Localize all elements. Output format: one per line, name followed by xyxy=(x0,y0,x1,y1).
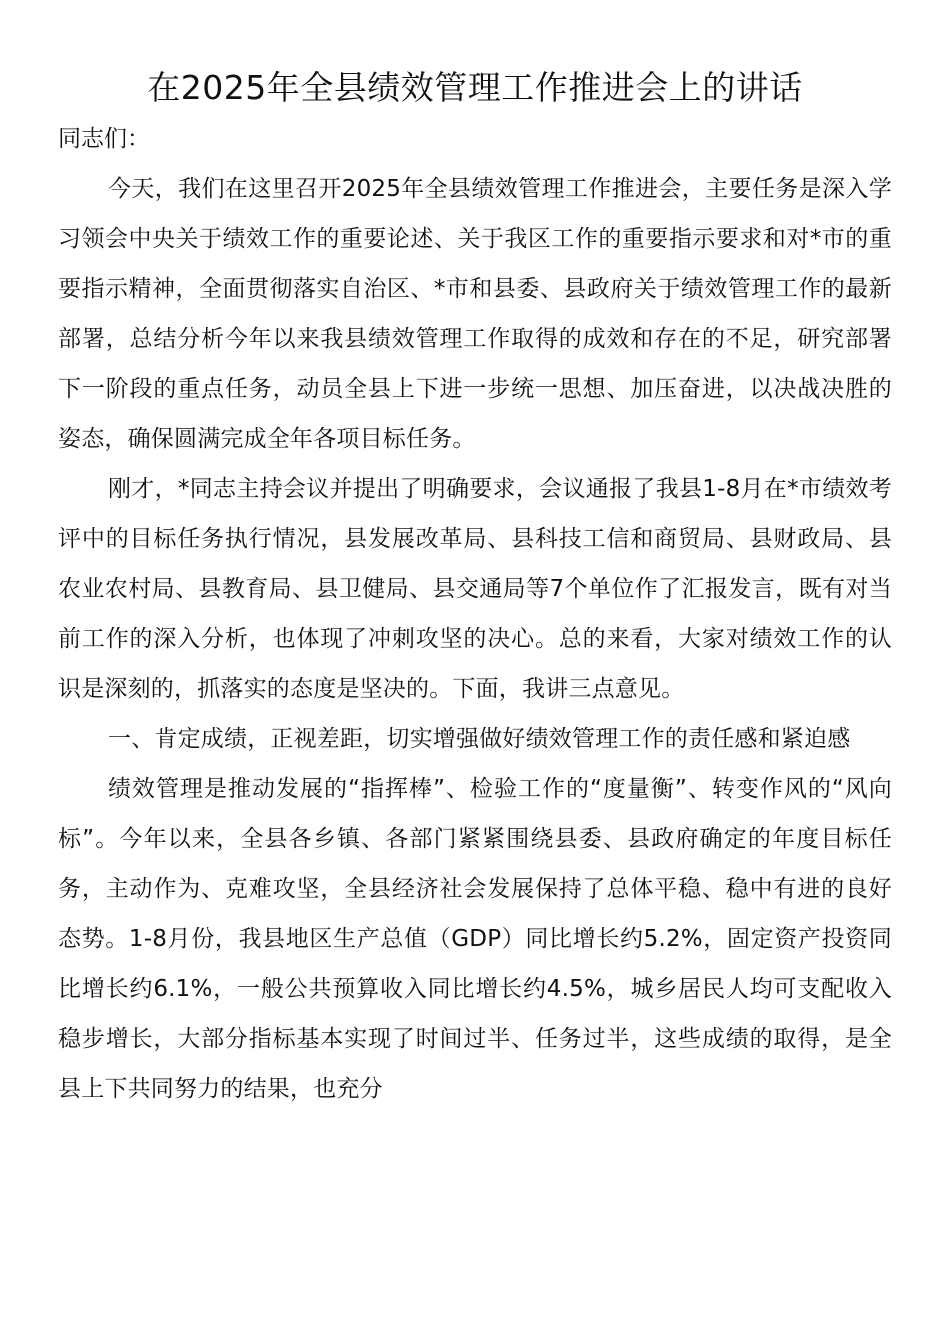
document-page xyxy=(58,62,892,1114)
salutation: 同志们： xyxy=(58,126,150,152)
section-heading-1: 一、肯定成绩，正视差距，切实增强做好绩效管理工作的责任感和紧迫感 xyxy=(108,726,851,752)
paragraph-meeting-summary: 刚才，*同志主持会议并提出了明确要求，会议通报了我县1-8月在*市绩效考评中的目标任务执行情况，县发展改革局、县科技工信和商贸局、县财政局、县农业农村局、县教育局、县卫健局、县交通局等7个单位作了汇报发言，既有对当前工作的深入分析，也体现了冲刺攻坚的决心。总的来看，大家对绩效工作的认识是深刻的，抓落实的态度是坚决的。下面，我讲三点意见。 xyxy=(58,476,892,702)
document-title: 在2025年全县绩效管理工作推进会上的讲话 xyxy=(147,68,803,107)
paragraph-section-1: 绩效管理是推动发展的“指挥棒”、检验工作的“度量衡”、转变作风的“风向标”。今年以来，全县各乡镇、各部门紧紧围绕县委、县政府确定的年度目标任务，主动作为、克难攻坚，全县经济社会发展保持了总体平稳、稳中有进的良好态势。1-8月份，我县地区生产总值（GDP）同比增长约5.2%，固定资产投资同比增长约6.1%，一般公共预算收入同比增长约4.5%，城乡居民人均可支配收入稳步增长，大部分指标基本实现了时间过半、任务过半，这些成绩的取得，是全县上下共同努力的结果，也充分 xyxy=(58,776,892,1102)
paragraph-opening: 今天，我们在这里召开2025年全县绩效管理工作推进会，主要任务是深入学习领会中央关于绩效工作的重要论述、关于我区工作的重要指示要求和对*市的重要指示精神，全面贯彻落实自治区、*市和县委、县政府关于绩效管理工作的最新部署，总结分析今年以来我县绩效管理工作取得的成效和存在的不足，研究部署下一阶段的重点任务，动员全县上下进一步统一思想、加压奋进，以决战决胜的姿态，确保圆满完成全年各项目标任务。 xyxy=(58,176,892,452)
